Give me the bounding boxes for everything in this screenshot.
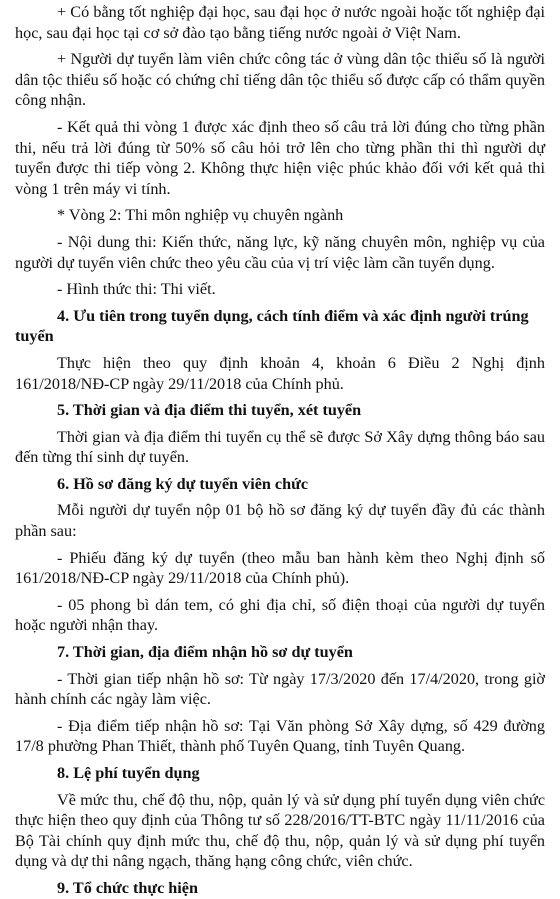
heading-section-9: 9. Tổ chức thực hiện	[57, 878, 198, 897]
paragraph-section-6-intro: Mỗi người dự tuyển nộp 01 bộ hồ sơ đăng ký dự tuyển đầy đủ các thành phần sau:	[15, 501, 545, 541]
paragraph-degree-abroad: + Có bằng tốt nghiệp đại học, sau đại học ở nước ngoài hoặc tốt nghiệp đại học, sau đại học tại cơ sở đào tạo bằng tiếng nước ngoài ở Việt Nam.	[15, 3, 545, 42]
paragraph-receipt-location: - Địa điểm tiếp nhận hồ sơ: Tại Văn phòng Sở Xây dựng, số 429 đường 17/8 phường Phan Thiết, thành phố Tuyên Quang, tỉnh Tuyên Quang.	[15, 716, 545, 756]
heading-section-7: 7. Thời gian, địa điểm nhận hồ sơ dự tuyển	[57, 643, 353, 662]
paragraph-fee: Về mức thu, chế độ thu, nộp, quản lý và sử dụng phí tuyển dụng viên chức thực hiện theo quy định của Thông tư số 228/2016/TT-BTC ngày 11/11/2016 của Bộ Tài chính quy định mức thu, chế độ thu, nộp, quản lý và sử dụng phí tuyển dụng và dự thi nâng ngạch, thăng hạng công chức, viên chức.	[15, 790, 545, 871]
heading-section-8: 8. Lệ phí tuyển dụng	[57, 764, 200, 782]
heading-section-5: 5. Thời gian và địa điểm thi tuyển, xét tuyển	[57, 401, 362, 420]
paragraph-section-5-body: Thời gian và địa điểm thi tuyển cụ thể sẽ được Sở Xây dựng thông báo sau đến từng thí sinh dự tuyển.	[15, 427, 545, 467]
paragraph-receipt-time: - Thời gian tiếp nhận hồ sơ: Từ ngày 17/3/2020 đến 17/4/2020, trong giờ hành chính các ngày làm việc.	[15, 669, 545, 709]
heading-section-6: 6. Hồ sơ đăng ký dự tuyển viên chức	[57, 474, 309, 493]
paragraph-envelopes: - 05 phong bì dán tem, có ghi địa chỉ, số điện thoại của người dự tuyển hoặc người nhận thay.	[15, 595, 545, 635]
paragraph-registration-form: - Phiếu đăng ký dự tuyển (theo mẫu ban hành kèm theo Nghị định số 161/2018/NĐ-CP ngày 29/11/2018 của Chính phủ).	[15, 548, 545, 588]
paragraph-section-4-body: Thực hiện theo quy định khoản 4, khoản 6 Điều 2 Nghị định 161/2018/NĐ-CP ngày 29/11/2018 của Chính phủ.	[15, 353, 545, 393]
paragraph-round1-result: - Kết quả thi vòng 1 được xác định theo số câu trả lời đúng cho từng phần thi, nếu trả lời đúng từ 50% số câu hỏi trở lên cho từng phần thi thì người dự tuyển được thi tiếp vòng 2. Không thực hiện việc phúc khảo đối với kết quả thi vòng 1 trên máy vi tính.	[15, 117, 545, 198]
paragraph-round2-title: * Vòng 2: Thi môn nghiệp vụ chuyên ngành	[57, 206, 344, 225]
paragraph-ethnic-minority: + Người dự tuyển làm viên chức công tác ở vùng dân tộc thiểu số là người dân tộc thiểu số hoặc có chứng chỉ tiếng dân tộc thiểu số được cấp có thẩm quyền công nhận.	[15, 50, 545, 110]
heading-section-4: 4. Ưu tiên trong tuyển dụng, cách tính điểm và xác định người trúng tuyển	[15, 306, 529, 346]
paragraph-round2-content: - Nội dung thi: Kiến thức, năng lực, kỹ năng chuyên môn, nghiệp vụ của người dự tuyển viên chức theo yêu cầu của vị trí việc làm cần tuyển dụng.	[15, 232, 545, 272]
paragraph-exam-form: - Hình thức thi: Thi viết.	[57, 280, 216, 299]
